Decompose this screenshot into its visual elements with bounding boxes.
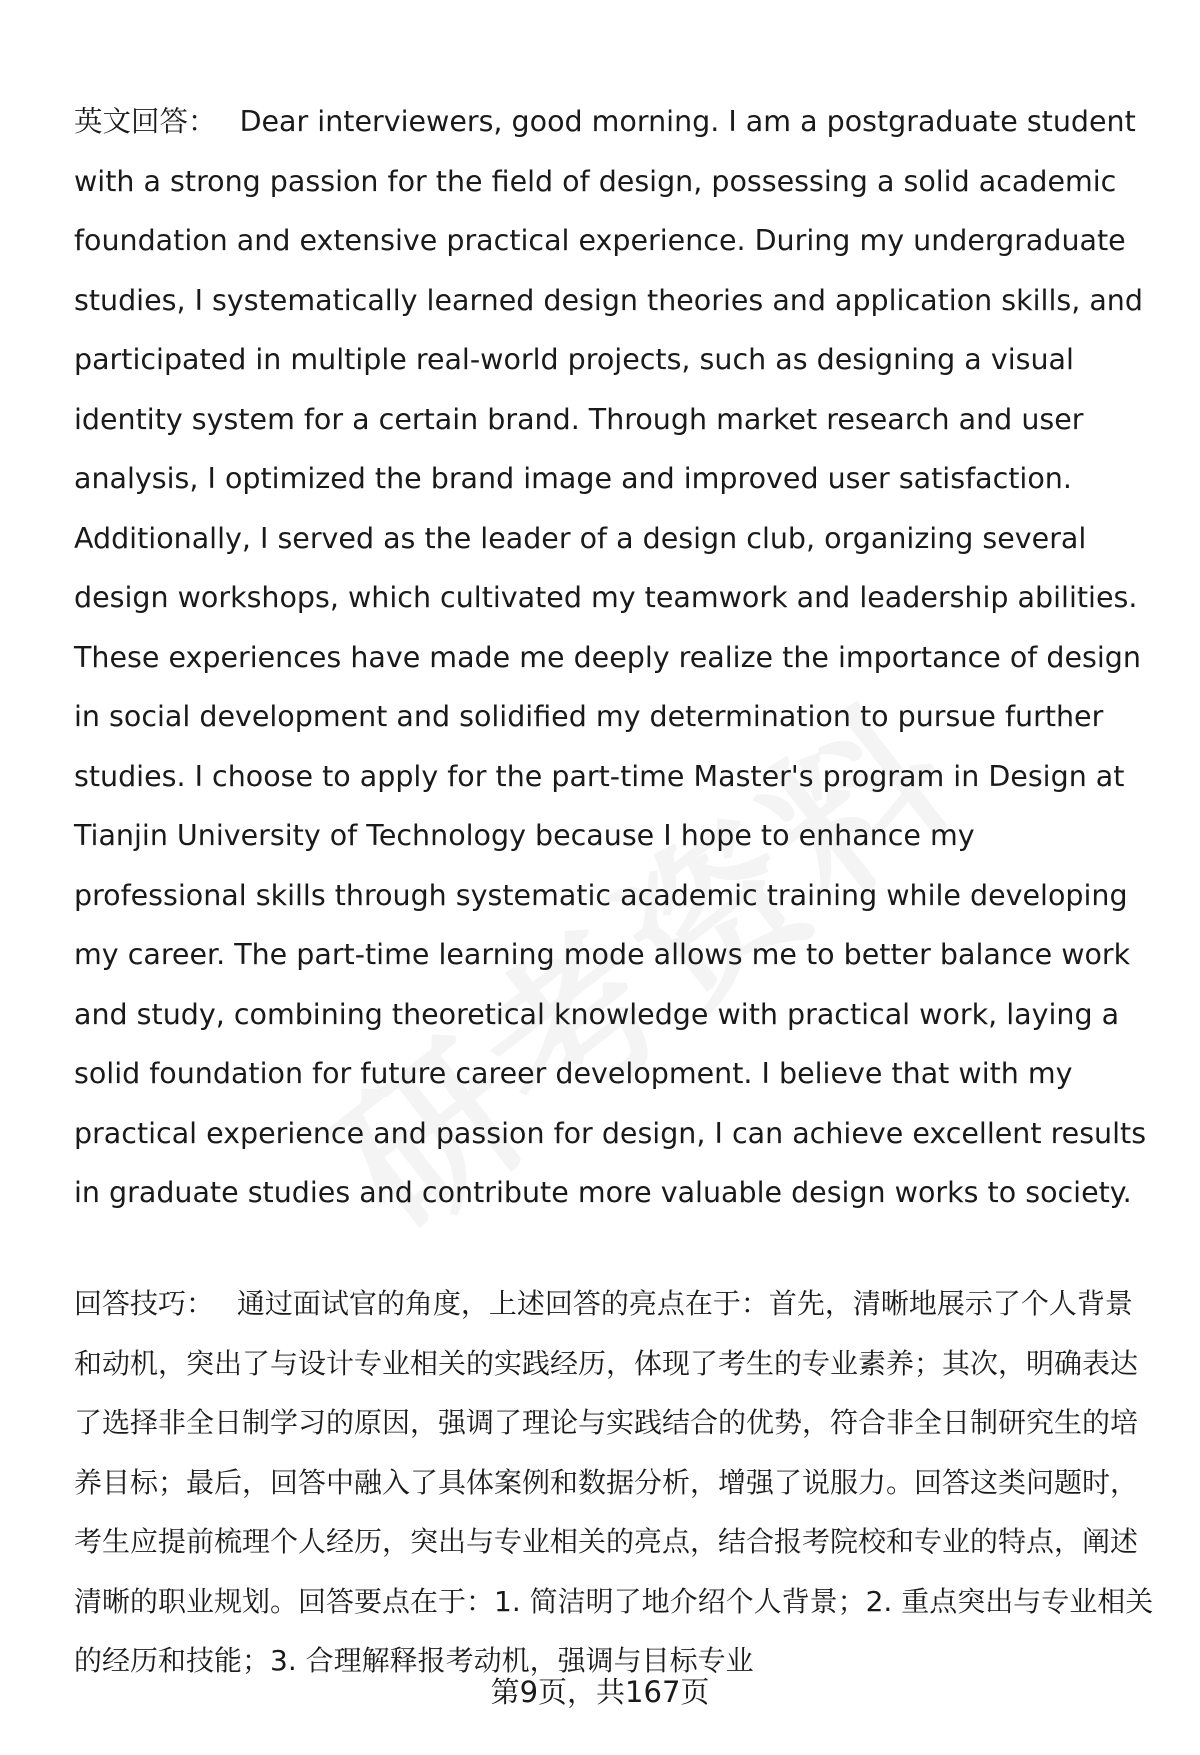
tips-label: 回答技巧： bbox=[74, 1287, 215, 1320]
page-number-footer: 第9页，共167页 bbox=[490, 1675, 710, 1709]
tips-text: 通过面试官的角度，上述回答的亮点在于：首先，清晰地展示了个人背景和动机，突出了与设计专业相关的实践经历，体现了考生的专业素养；其次，明确表达了选择非全日制学习的原因，强调了理论与实践结合的优势，符合非全日制研究生的培养目标；最后，回答中融入了具体案例和数据分析，增强了说服力。回答这类问题时，考生应提前梳理个人经历，突出与专业相关的亮点，结合报考院校和专业的特点，阐述清晰的职业规划。回答要点在于：1. 简洁明了地介绍个人背景；2. 重点突出与专业相关的经历和技能；3. 合理解释报考动机，强调与目标专业 bbox=[74, 1287, 1154, 1677]
answer-tips-paragraph bbox=[74, 1274, 1156, 1691]
answer-text: Dear interviewers, good morning. I am a postgraduate student with a strong passion for the field of design, possessing a solid academic foundation and extensive practical experience. During my undergraduate studies, I systematically learned design theories and application skills, and participated in multiple real-world projects, such as designing a visual identity system for a certain brand. Through market research and user analysis, I optimized the brand image and improved user satisfaction. Additionally, I served as the leader of a design club, organizing several design workshops, which cultivated my teamwork and leadership abilities. These experiences have made me deeply realize the importance of design in social development and solidified my determination to pursue further studies. I choose to apply for the part-time Master's program in Design at Tianjin University of Technology because I hope to enhance my professional skills through systematic academic training while developing my career. The part-time learning mode allows me to better balance work and study, combining theoretical knowledge with practical work, laying a solid foundation for future career development. I believe that with my practical experience and passion for design, I can achieve excellent results in graduate studies and contribute more valuable design works to society. bbox=[74, 105, 1147, 1209]
english-answer-paragraph bbox=[74, 92, 1154, 1223]
answer-label: 英文回答： bbox=[74, 105, 217, 138]
